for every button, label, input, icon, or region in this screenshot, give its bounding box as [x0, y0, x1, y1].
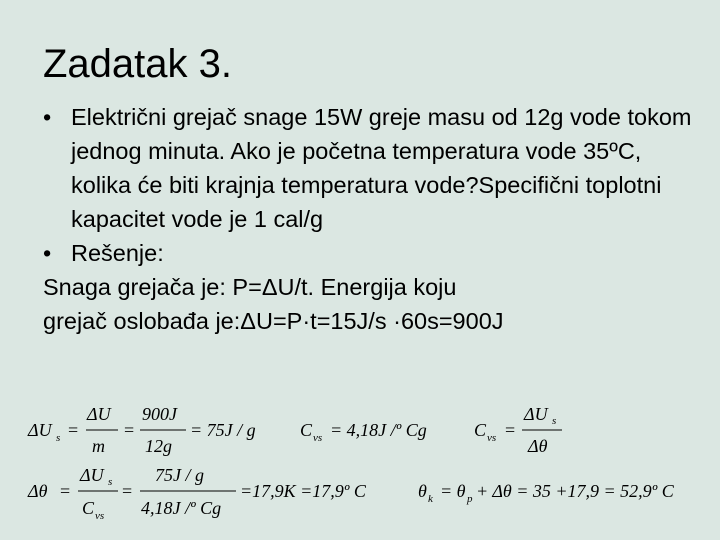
eq4-den1: C [82, 498, 95, 518]
equation-temperature-change [27, 465, 367, 522]
eq2-rhs: = 4,18J /º Cg [330, 420, 427, 440]
svg-text:=: = [124, 420, 135, 440]
slide-content [43, 100, 703, 338]
eq4-num1: ΔU [80, 465, 104, 485]
svg-text:=: = [122, 481, 133, 501]
formula-area [0, 400, 720, 540]
eq5-lhs: θ [418, 481, 427, 501]
eq5-rhs: + Δθ = 35 +17,9 = 52,9º C [476, 481, 674, 501]
eq3-lhs: C [474, 420, 487, 440]
eq1-num1: ΔU [87, 404, 111, 424]
eq2-lhs: C [300, 420, 313, 440]
eq5-mid-sub: p [467, 493, 473, 505]
eq1-lhs: ΔU [28, 420, 52, 440]
slide-title: Zadatak 3. [43, 42, 233, 86]
eq4-den2: 4,18J /º Cg [141, 498, 222, 518]
eq3-num: ΔU [524, 404, 548, 424]
eq5-lhs-sub: k [428, 493, 433, 505]
eq1-den1: m [92, 436, 105, 456]
eq3-num-sub: s [552, 415, 557, 427]
eq1-den2: 12g [145, 436, 172, 456]
equation-specific-energy [27, 404, 256, 456]
paragraph-line-2: grejač oslobađa je:ΔU=P·t=15J/s ·60s=900J [43, 308, 504, 334]
svg-text:=: = [68, 420, 79, 440]
eq1-num2: 900J [142, 404, 177, 424]
svg-text:=: = [60, 481, 71, 501]
eq4-den1-sub: vs [95, 510, 105, 522]
eq4-num1-sub: s [108, 476, 113, 488]
paragraph-line-1: Snaga grejača je: P=ΔU/t. Energija koju [43, 274, 457, 300]
eq4-num2: 75J / g [155, 465, 204, 485]
equation-capacity-definition [474, 404, 562, 456]
eq1-lhs-sub: s [56, 432, 61, 444]
eq2-lhs-sub: vs [313, 432, 323, 444]
equation-final-temperature [418, 481, 675, 505]
eq3-den: Δθ [528, 436, 548, 456]
svg-text:=: = [505, 420, 516, 440]
eq4-lhs: Δθ [28, 481, 48, 501]
eq1-result: = 75J / g [190, 420, 256, 440]
eq4-result: =17,9K =17,9º C [240, 481, 366, 501]
eq3-lhs-sub: vs [487, 432, 497, 444]
equation-heat-capacity [300, 420, 427, 444]
bullet-solution: • Rešenje: [43, 236, 703, 270]
bullet-problem: • Električni grejač snage 15W greje masu od 12g vode tokom jednog minuta. Ako je početna temperatura vode 35ºC, kolika će biti krajnja temperatura vode?Specifični toplotni kapacitet vode je 1 cal/g [43, 100, 703, 236]
eq5-mid: = θ [440, 481, 466, 501]
